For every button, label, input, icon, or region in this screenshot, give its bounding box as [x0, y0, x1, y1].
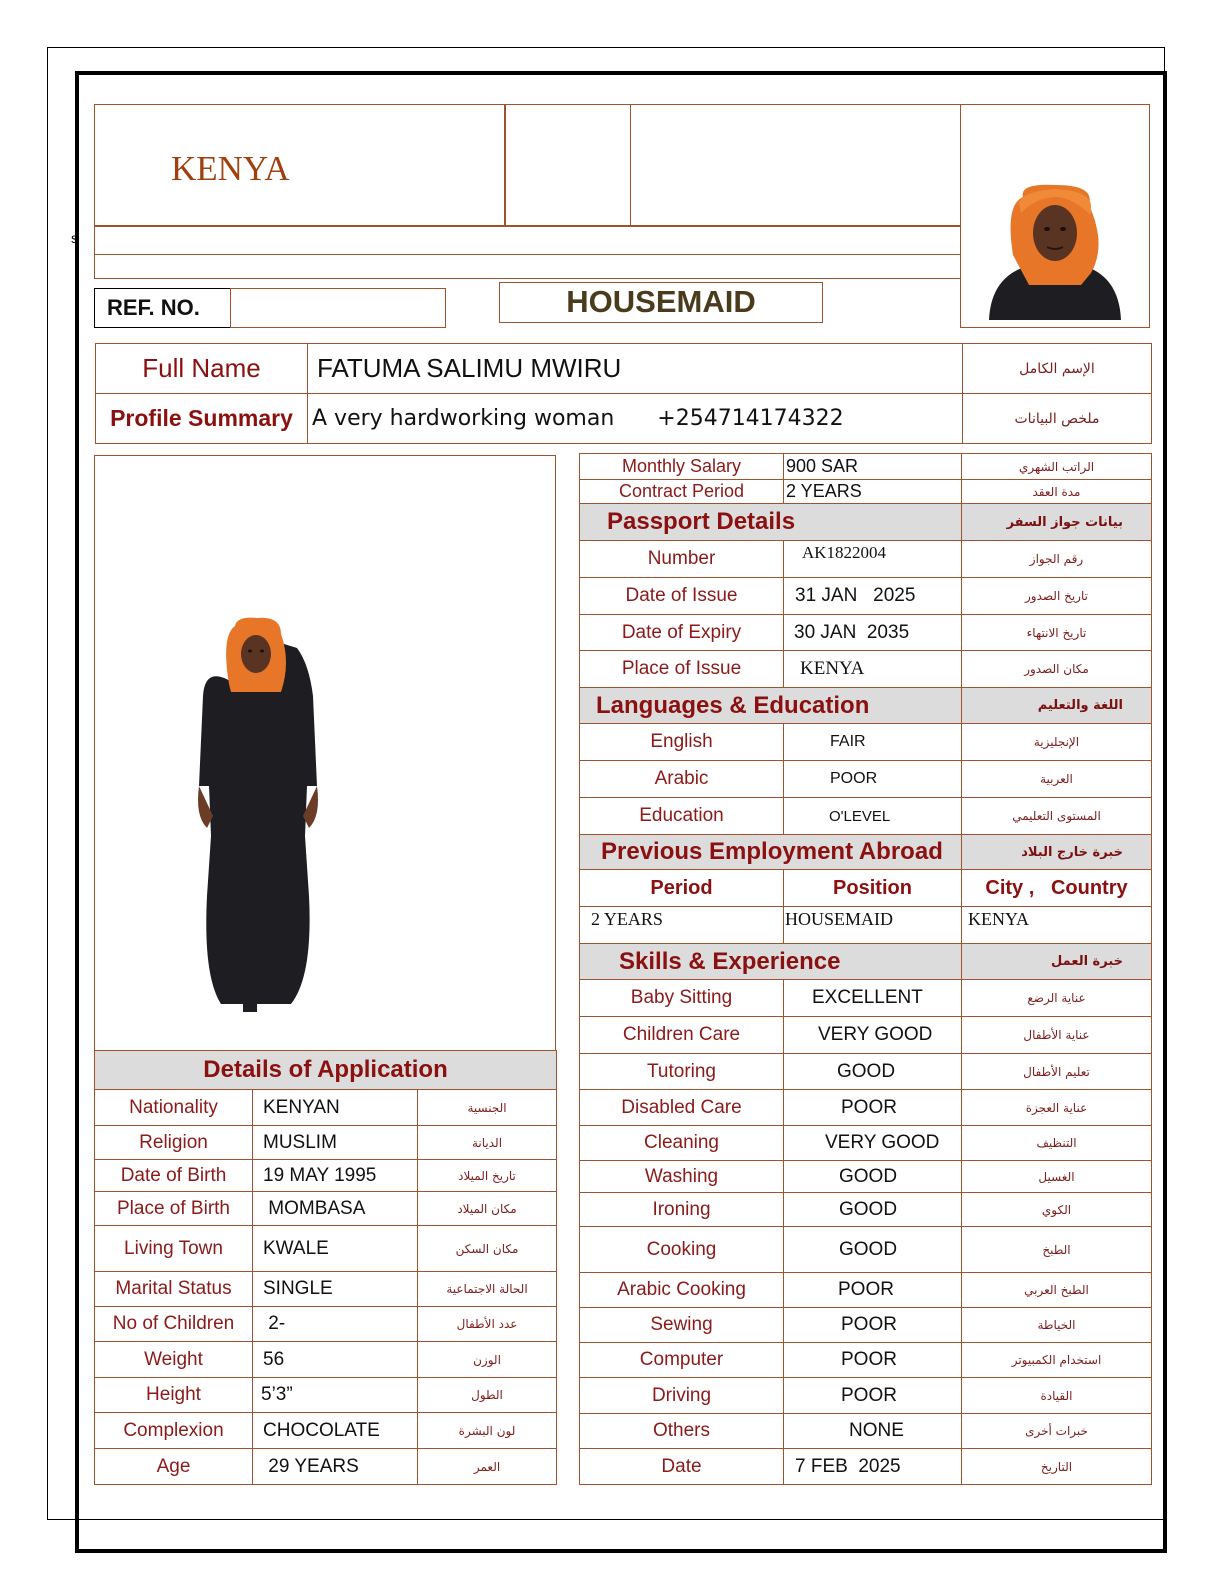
- employment-location: KENYA: [962, 907, 1152, 944]
- header-box-empty-2: [630, 104, 961, 226]
- education-value: O'LEVEL: [784, 798, 962, 835]
- contract-period-ar: مدة العقد: [962, 480, 1152, 504]
- place-of-issue-ar: مكان الصدور: [962, 651, 1152, 688]
- sewing-ar: الخياطة: [962, 1308, 1152, 1343]
- date-of-birth-ar: تاريخ الميلاد: [418, 1160, 557, 1192]
- date-of-birth-value: 19 MAY 1995: [253, 1160, 418, 1192]
- children-care-label: Children Care: [580, 1017, 784, 1054]
- table-row: [95, 1226, 557, 1272]
- nationality-value: KENYAN: [253, 1090, 418, 1126]
- religion-value: MUSLIM: [253, 1126, 418, 1160]
- cooking-value: GOOD: [784, 1227, 962, 1273]
- table-row: [580, 1161, 1152, 1193]
- passport-number-label: Number: [580, 541, 784, 578]
- position-header: Position: [784, 870, 962, 907]
- tutoring-ar: تعليم الأطفال: [962, 1054, 1152, 1090]
- passport-title: Passport Details: [580, 504, 962, 541]
- cleaning-value: VERY GOOD: [784, 1126, 962, 1161]
- employment-position: HOUSEMAID: [784, 907, 962, 944]
- table-row: [580, 651, 1152, 688]
- table-row: [580, 1227, 1152, 1273]
- arabic-cooking-ar: الطبخ العربي: [962, 1273, 1152, 1308]
- marital-status-ar: الحالة الاجتماعية: [418, 1272, 557, 1307]
- ironing-ar: الكوي: [962, 1193, 1152, 1227]
- header-strip-1: [94, 226, 961, 255]
- table-row: [580, 724, 1152, 761]
- table-row: [580, 578, 1152, 615]
- baby-sitting-label: Baby Sitting: [580, 980, 784, 1017]
- date-value: 7 FEB 2025: [784, 1449, 962, 1485]
- summary-text: A very hardworking woman: [312, 406, 615, 431]
- complexion-ar: لون البشرة: [418, 1413, 557, 1449]
- passport-number-value: AK1822004: [784, 541, 962, 578]
- place-of-birth-label: Place of Birth: [95, 1192, 253, 1226]
- stray-mark: s: [71, 230, 78, 246]
- ref-no-field[interactable]: [230, 288, 446, 328]
- table-row: [580, 1273, 1152, 1308]
- others-ar: خبرات أخرى: [962, 1414, 1152, 1449]
- profile-summary-value: [308, 394, 963, 444]
- place-of-birth-ar: مكان الميلاد: [418, 1192, 557, 1226]
- monthly-salary-label: Monthly Salary: [580, 454, 784, 480]
- height-value: 5’3”: [253, 1378, 418, 1413]
- date-of-expiry-ar: تاريخ الانتهاء: [962, 615, 1152, 651]
- cooking-ar: الطبخ: [962, 1227, 1152, 1273]
- monthly-salary-value: 900 SAR: [784, 454, 962, 480]
- table-row: [580, 1378, 1152, 1414]
- marital-status-label: Marital Status: [95, 1272, 253, 1307]
- english-label: English: [580, 724, 784, 761]
- identity-table: [95, 343, 1152, 444]
- table-row: [580, 1193, 1152, 1227]
- table-row: [580, 1017, 1152, 1054]
- education-ar: المستوى التعليمي: [962, 798, 1152, 835]
- application-title: Details of Application: [95, 1051, 557, 1090]
- cleaning-ar: التنظيف: [962, 1126, 1152, 1161]
- english-value: FAIR: [784, 724, 962, 761]
- weight-ar: الوزن: [418, 1342, 557, 1378]
- height-ar: الطول: [418, 1378, 557, 1413]
- table-row: [95, 1160, 557, 1192]
- sewing-label: Sewing: [580, 1308, 784, 1343]
- date-of-birth-label: Date of Birth: [95, 1160, 253, 1192]
- previous-employment-title-ar: خبرة خارج البلاد: [962, 835, 1152, 870]
- skills-title-ar: خبرة العمل: [962, 944, 1152, 980]
- table-row: [95, 1090, 557, 1126]
- job-title: HOUSEMAID: [499, 282, 823, 323]
- tutoring-value: GOOD: [784, 1054, 962, 1090]
- table-row: [580, 761, 1152, 798]
- table-row: [580, 1126, 1152, 1161]
- disabled-care-label: Disabled Care: [580, 1090, 784, 1126]
- table-row: [580, 1343, 1152, 1378]
- baby-sitting-ar: عناية الرضع: [962, 980, 1152, 1017]
- country-box: [94, 104, 505, 226]
- portrait-photo: [960, 104, 1150, 328]
- date-of-expiry-label: Date of Expiry: [580, 615, 784, 651]
- living-town-ar: مكان السكن: [418, 1226, 557, 1272]
- table-row: [580, 541, 1152, 578]
- weight-value: 56: [253, 1342, 418, 1378]
- complexion-label: Complexion: [95, 1413, 253, 1449]
- details-table: [579, 453, 1152, 1485]
- languages-title: Languages & Education: [580, 688, 962, 724]
- age-label: Age: [95, 1449, 253, 1485]
- sewing-value: POOR: [784, 1308, 962, 1343]
- table-row: [95, 1126, 557, 1160]
- table-row: [95, 1449, 557, 1485]
- table-row: [580, 1308, 1152, 1343]
- table-row: [580, 1054, 1152, 1090]
- table-row: [95, 1307, 557, 1342]
- height-label: Height: [95, 1378, 253, 1413]
- age-ar: العمر: [418, 1449, 557, 1485]
- computer-value: POOR: [784, 1343, 962, 1378]
- full-name-label: Full Name: [96, 344, 308, 394]
- phone-number: +254714174322: [657, 406, 844, 431]
- table-row: [580, 980, 1152, 1017]
- place-of-issue-value: KENYA: [784, 651, 962, 688]
- table-row: [95, 1272, 557, 1307]
- nationality-ar: الجنسية: [418, 1090, 557, 1126]
- driving-ar: القيادة: [962, 1378, 1152, 1414]
- disabled-care-value: POOR: [784, 1090, 962, 1126]
- contract-period-label: Contract Period: [580, 480, 784, 504]
- nationality-label: Nationality: [95, 1090, 253, 1126]
- disabled-care-ar: عناية العجزة: [962, 1090, 1152, 1126]
- arabic-ar: العربية: [962, 761, 1152, 798]
- driving-value: POOR: [784, 1378, 962, 1414]
- place-of-birth-value: MOMBASA: [253, 1192, 418, 1226]
- weight-label: Weight: [95, 1342, 253, 1378]
- date-of-expiry-value: 30 JAN 2035: [784, 615, 962, 651]
- table-row: [580, 1090, 1152, 1126]
- others-value: NONE: [784, 1414, 962, 1449]
- english-ar: الإنجليزية: [962, 724, 1152, 761]
- passport-number-ar: رقم الجواز: [962, 541, 1152, 578]
- table-row: [580, 454, 1152, 480]
- arabic-cooking-value: POOR: [784, 1273, 962, 1308]
- arabic-label: Arabic: [580, 761, 784, 798]
- driving-label: Driving: [580, 1378, 784, 1414]
- washing-value: GOOD: [784, 1161, 962, 1193]
- children-ar: عدد الأطفال: [418, 1307, 557, 1342]
- header-strip-2: [94, 254, 961, 279]
- children-value: 2-: [253, 1307, 418, 1342]
- living-town-label: Living Town: [95, 1226, 253, 1272]
- full-name-value: FATUMA SALIMU MWIRU: [308, 344, 963, 394]
- table-row: [95, 1342, 557, 1378]
- application-table: [94, 1050, 557, 1485]
- passport-title-ar: بيانات جواز السفر: [962, 504, 1152, 541]
- baby-sitting-value: EXCELLENT: [784, 980, 962, 1017]
- children-care-ar: عناية الأطفال: [962, 1017, 1152, 1054]
- computer-ar: استخدام الكمبيوتر: [962, 1343, 1152, 1378]
- date-label: Date: [580, 1449, 784, 1485]
- education-label: Education: [580, 798, 784, 835]
- date-ar: التاريخ: [962, 1449, 1152, 1485]
- location-header: City , Country: [962, 870, 1152, 907]
- table-row: [580, 480, 1152, 504]
- contract-period-value: 2 YEARS: [784, 480, 962, 504]
- ironing-label: Ironing: [580, 1193, 784, 1227]
- period-header: Period: [580, 870, 784, 907]
- computer-label: Computer: [580, 1343, 784, 1378]
- washing-label: Washing: [580, 1161, 784, 1193]
- employment-period: 2 YEARS: [580, 907, 784, 944]
- profile-summary-label: Profile Summary: [96, 394, 308, 444]
- table-row: [580, 1449, 1152, 1485]
- tutoring-label: Tutoring: [580, 1054, 784, 1090]
- table-row: [580, 798, 1152, 835]
- arabic-cooking-label: Arabic Cooking: [580, 1273, 784, 1308]
- country-name: KENYA: [171, 149, 290, 188]
- ironing-value: GOOD: [784, 1193, 962, 1227]
- table-row: [580, 870, 1152, 907]
- languages-title-ar: اللغة والتعليم: [962, 688, 1152, 724]
- table-row: [95, 1378, 557, 1413]
- date-of-issue-ar: تاريخ الصدور: [962, 578, 1152, 615]
- table-row: [580, 907, 1152, 944]
- children-care-value: VERY GOOD: [784, 1017, 962, 1054]
- full-name-ar: الإسم الكامل: [963, 344, 1152, 394]
- ref-no-label: REF. NO.: [94, 288, 231, 328]
- full-body-photo: [94, 455, 556, 1051]
- children-label: No of Children: [95, 1307, 253, 1342]
- religion-ar: الديانة: [418, 1126, 557, 1160]
- age-value: 29 YEARS: [253, 1449, 418, 1485]
- monthly-salary-ar: الراتب الشهري: [962, 454, 1152, 480]
- religion-label: Religion: [95, 1126, 253, 1160]
- previous-employment-title: Previous Employment Abroad: [580, 835, 962, 870]
- date-of-issue-value: 31 JAN 2025: [784, 578, 962, 615]
- date-of-issue-label: Date of Issue: [580, 578, 784, 615]
- cooking-label: Cooking: [580, 1227, 784, 1273]
- table-row: [95, 1192, 557, 1226]
- skills-title: Skills & Experience: [580, 944, 962, 980]
- marital-status-value: SINGLE: [253, 1272, 418, 1307]
- living-town-value: KWALE: [253, 1226, 418, 1272]
- profile-summary-ar: ملخص البيانات: [963, 394, 1152, 444]
- header-box-empty-1: [505, 104, 631, 226]
- washing-ar: الغسيل: [962, 1161, 1152, 1193]
- complexion-value: CHOCOLATE: [253, 1413, 418, 1449]
- place-of-issue-label: Place of Issue: [580, 651, 784, 688]
- table-row: [580, 1414, 1152, 1449]
- cleaning-label: Cleaning: [580, 1126, 784, 1161]
- arabic-value: POOR: [784, 761, 962, 798]
- table-row: [580, 615, 1152, 651]
- others-label: Others: [580, 1414, 784, 1449]
- table-row: [95, 1413, 557, 1449]
